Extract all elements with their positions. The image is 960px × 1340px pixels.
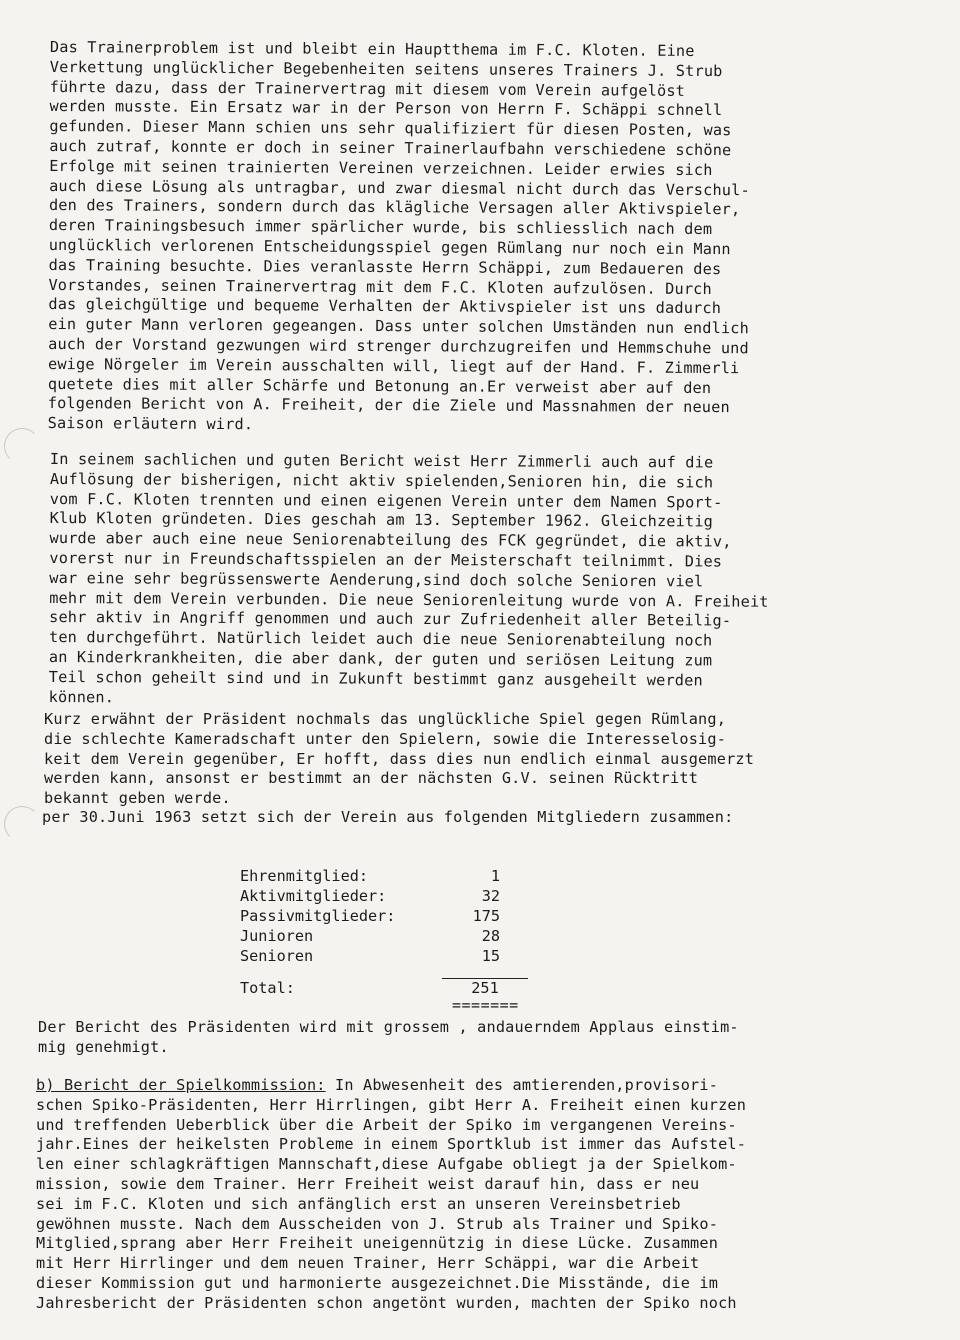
text-line: Das Trainerproblem ist und bleibt ein Hauptthema im F.C. Kloten. Eine <box>49 38 695 60</box>
text-line: an Kinderkrankheiten, die aber dank, der guten und seriösen Leitung zum <box>48 647 713 670</box>
text-line: auch diese Lösung als untragbar, und zwar diesmal nicht durch das Verschul- <box>49 176 750 199</box>
text-line: sei im F.C. Kloten und sich anfänglich erst an unseren Vereinsbetrieb <box>36 1194 681 1213</box>
text-line: Mitglied,sprang aber Herr Freiheit uneigennützig in diese Lücke. Zusammen <box>36 1234 719 1253</box>
text-line: wurde aber auch eine neue Seniorenabteilung des FCK gegründet, die aktiv, <box>49 529 732 551</box>
text-line: Verkettung unglücklicher Begebenheiten seitens unseres Trainers J. Strub <box>49 57 723 80</box>
paragraph-president-remarks <box>44 710 924 809</box>
text-line: das gleichgültige und bequeme Verhalten der Aktivspieler ist uns dadurch <box>48 295 722 318</box>
text-line: mit Herr Hirrlinger und dem neuen Trainer, Herr Schäppi, war die Arbeit <box>36 1254 700 1273</box>
membership-count: 15 <box>481 947 500 965</box>
paragraph-trainer-problem <box>48 38 930 439</box>
membership-label: Passivmitglieder: <box>240 907 396 925</box>
membership-row <box>240 946 540 966</box>
membership-row <box>240 866 540 886</box>
section-b-spielkommission <box>36 1076 916 1314</box>
membership-label: Senioren <box>240 947 314 965</box>
paragraph-senioren <box>49 450 930 712</box>
text-line: den des Trainers, sondern durch das klägliche Versagen aller Aktivspieler, <box>48 196 741 219</box>
punch-hole-mark <box>4 806 40 842</box>
membership-count: 28 <box>481 927 500 945</box>
membership-count: 175 <box>472 907 500 925</box>
text-line: keit dem Verein gegenüber, Er hofft, dass dies nun endlich einmal ausgemerzt <box>44 749 755 768</box>
text-line: Saison erläutern wird. <box>47 414 254 434</box>
text-line: werden kann, ansonst er bestimmt an der nächsten G.V. seinen Rücktritt <box>44 769 699 788</box>
text-line: auch zutraf, konnte er doch in seiner Trainerlaufbahn verschiedene schöne <box>49 136 732 160</box>
double-rule: ======= <box>452 996 519 1014</box>
membership-count: 32 <box>481 887 500 905</box>
total-value: 251 <box>471 979 499 997</box>
text-line: war eine sehr begrüssenswerte Aenderung,sind doch solche Senioren viel <box>49 568 704 591</box>
text-line: folgenden Bericht von A. Freiheit, der die Ziele und Massnahmen der neuen <box>47 394 730 417</box>
text-line: können. <box>48 687 115 706</box>
text-line: ein guter Mann verloren gegeangen. Dass unter solchen Umständen nun endlich <box>48 315 750 338</box>
membership-table <box>240 866 540 966</box>
text-line: ten durchgeführt. Natürlich leidet auch die neue Seniorenabteilung noch <box>48 628 713 650</box>
text-line: per 30.Juni 1963 setzt sich der Verein aus folgenden Mitgliedern zusammen: <box>42 808 734 826</box>
text-line: ewige Nörgeler im Verein ausschalten will, liegt auf der Hand. F. Zimmerli <box>47 354 740 377</box>
text-line: dieser Kommission gut und harmonierte ausgezeichnet.Die Misstände, die im <box>36 1273 719 1292</box>
text-line: Erfolge mit seinen trainierten Vereinen verzeichnen. Leider erwies sich <box>49 156 713 179</box>
membership-total-row <box>240 978 530 998</box>
text-line: mehr mit dem Verein verbunden. Die neue Seniorenleitung wurde von A. Freiheit <box>49 588 769 611</box>
membership-label: Ehrenmitglied: <box>240 867 369 885</box>
punch-hole-mark <box>4 428 40 464</box>
text-line: Auflösung der bisherigen, nicht aktiv spielenden,Senioren hin, die sich <box>49 469 714 492</box>
text-line: auch der Vorstand gezwungen wird strenger durchzugreifen und Hemmschuhe und <box>48 334 749 358</box>
membership-row <box>240 906 540 926</box>
text-line: In seinem sachlichen und guten Bericht weist Herr Zimmerli auch auf die <box>49 450 714 472</box>
text-line: schen Spiko-Präsidenten, Herr Hirrlingen, gibt Herr A. Freiheit einen kurzen <box>36 1095 747 1114</box>
text-line: quetete dies mit aller Schärfe und Betonung an.Er verweist aber auf den <box>47 374 712 397</box>
membership-label: Junioren <box>240 927 314 945</box>
text-line: Vorstandes, seinen Trainervertrag mit dem F.C. Kloten aufzulösen. Durch <box>48 275 712 298</box>
text-line: mission, sowie dem Trainer. Herr Freiheit weist darauf hin, dass er neu <box>36 1174 700 1193</box>
text-line: Klub Kloten gründeten. Dies geschah am 13. September 1962. Gleichzeitig <box>49 509 714 531</box>
paragraph-membership-intro <box>42 808 922 828</box>
membership-label: Aktivmitglieder: <box>240 887 387 905</box>
text-line: deren Trainingsbesuch immer spärlicher wurde, bis schliesslich nach dem <box>48 216 713 239</box>
text-line: vom F.C. Kloten trennten und einen eigenen Verein unter dem Namen Sport- <box>49 489 723 512</box>
text-line: Teil schon geheilt sind und in Zukunft bestimmt ganz ausgeheilt werden <box>48 667 703 690</box>
section-b-heading-rest: In Abwesenheit des amtierenden,provisori- <box>325 1076 719 1094</box>
text-line: Jahresbericht der Präsidenten schon angetönt wurden, machten der Spiko noch <box>36 1293 737 1312</box>
text-line: vorerst nur in Freundschaftsspielen an der Meisterschaft teilnimmt. Dies <box>49 548 723 571</box>
text-line: und treffenden Ueberblick über die Arbeit der Spiko im vergangenen Vereins- <box>36 1115 737 1134</box>
text-line: das Training besuchte. Dies veranlasste Herrn Schäppi, zum Bedaueren des <box>48 255 722 278</box>
text-line: führte dazu, dass der Trainervertrag mit diesem vom Verein aufgelöst <box>49 77 686 100</box>
text-line: Kurz erwähnt der Präsident nochmals das unglückliche Spiel gegen Rümlang, <box>44 710 727 728</box>
text-line: sehr aktiv in Angriff genommen und auch zur Zufriedenheit aller Beteilig- <box>49 608 732 630</box>
total-label: Total: <box>240 979 295 997</box>
section-b-heading: b) Bericht der Spielkommission: <box>36 1076 326 1094</box>
text-line: unglücklich verlorenen Entscheidungsspiel gegen Rümlang nur noch ein Mann <box>48 235 731 259</box>
membership-count: 1 <box>490 867 500 885</box>
text-line: die schlechte Kameradschaft unter den Spielern, sowie die Interesselosig- <box>44 729 727 748</box>
membership-row <box>240 926 540 946</box>
text-line: Der Bericht des Präsidenten wird mit grossem , andauerndem Applaus einstim- <box>38 1018 739 1036</box>
text-line: gefunden. Dieser Mann schien uns sehr qualifiziert für diesen Posten, was <box>49 117 732 140</box>
paragraph-approval <box>38 1018 918 1058</box>
text-line: jahr.Eines der heikelsten Probleme in einem Sportklub ist immer das Aufstel- <box>36 1135 747 1154</box>
section-b-first-line <box>36 1076 916 1096</box>
text-line: mig genehmigt. <box>38 1037 169 1056</box>
text-line: gewöhnen musste. Nach dem Ausscheiden von J. Strub als Trainer und Spiko- <box>36 1214 719 1233</box>
membership-row <box>240 886 540 906</box>
text-line: bekannt geben werde. <box>44 789 231 808</box>
text-line: len einer schlagkräftigen Mannschaft,diese Aufgabe obliegt ja der Spielkom- <box>36 1155 737 1174</box>
text-line: werden musste. Ein Ersatz war in der Person von Herrn F. Schäppi schnell <box>49 97 723 120</box>
